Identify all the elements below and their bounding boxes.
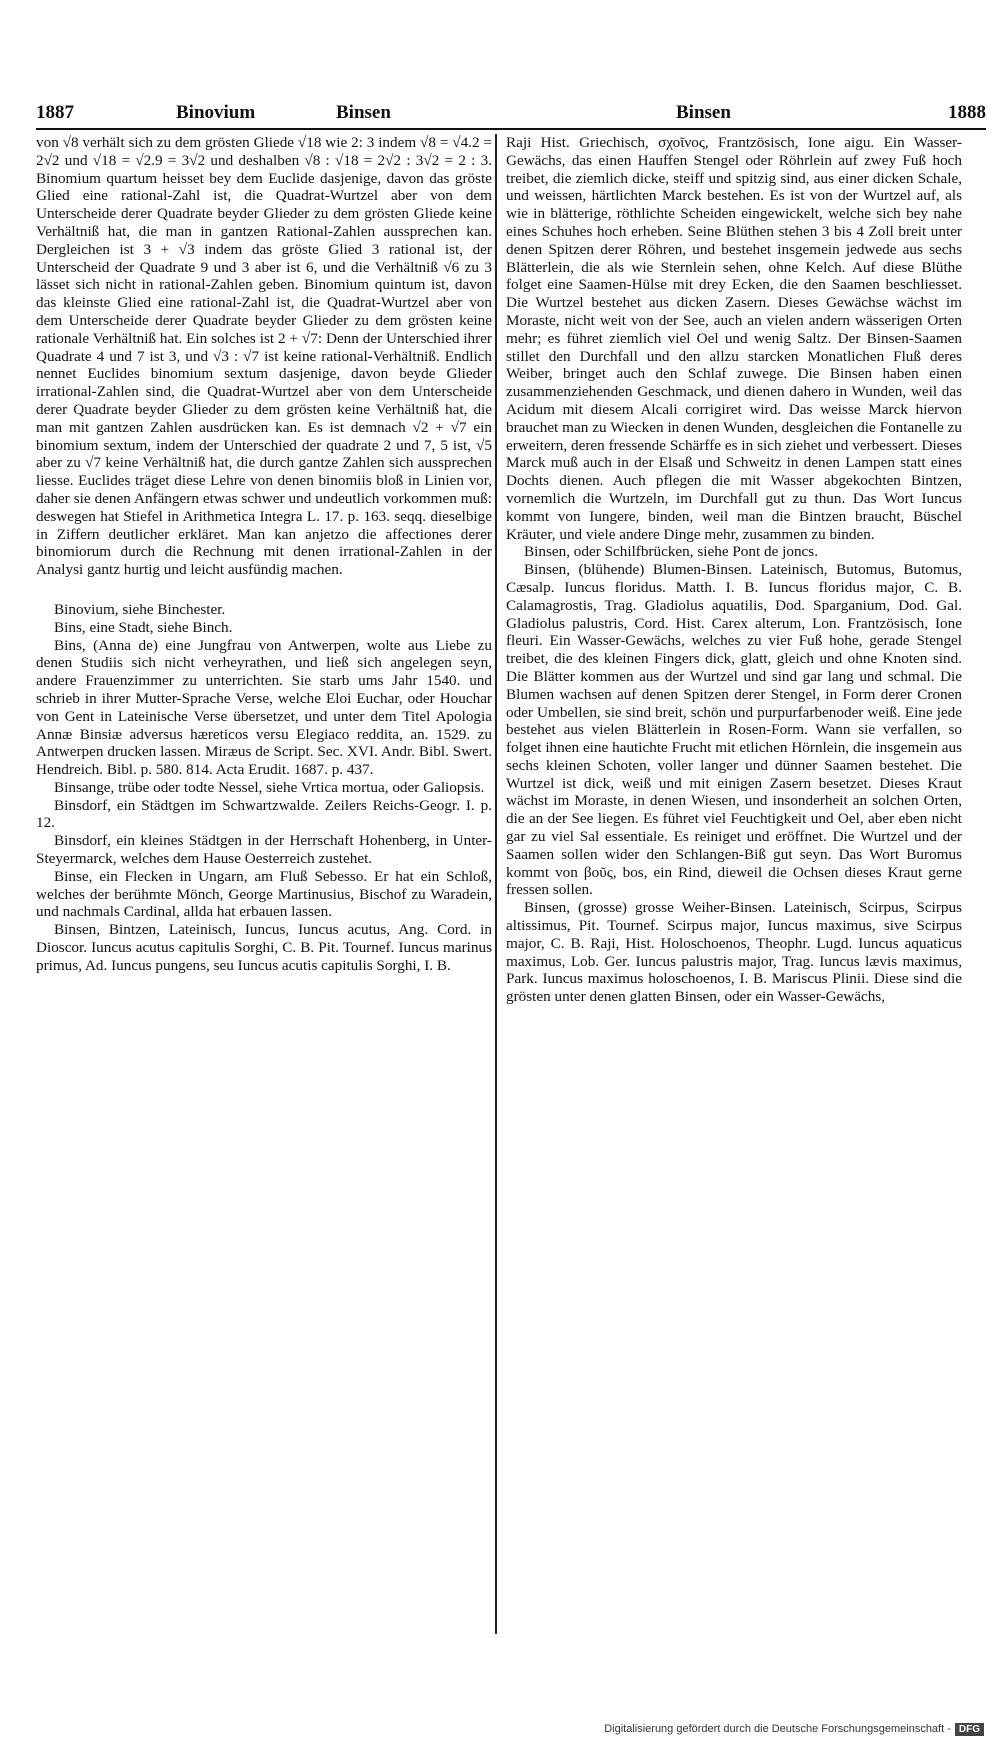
entry-paragraph: Binsen, oder Schilfbrücken, siehe Pont de joncs. [524,543,818,561]
entry-paragraph: Binsdorf, ein kleines Städtgen in der Herrschaft Hohenberg, in Unter-Steyermarck, welches dem Hause Oesterreich zustehet. [36,832,492,868]
entry-paragraph: Binsen, (blühende) Blumen-Binsen. Lateinisch, Butomus, Butomus, Cæsalp. Iuncus floridus. Matth. I. B. Iuncus floridus major, C. B. Calamagrostis, Trag. Gladiolus aquatilis, Dod. Sparganium, Dod. Gal. Gladiolus palustris, Cord. Hist. Carex alterum, Lon. Frantzösisch, Ione fleuri. Ein Wasser-Gewächs, welches zu vier Fuß hohe, gerade Stengel treibet, die des kleinen Fingers dick, glatt, gleich und ohne Knoten sind. Die Blätter kommen aus der Wurtzel und sind gar lang und schmal. Die Blumen wachsen auf denen Spitzen derer Stengel, in Form derer Cronen oder Umbellen, sie sind breit, schön und purpurfarbenoder weiß. Eine jede bestehet aus vielen Blätterlein in Rosen-Form. Wann sie verfallen, so folget ihnen eine hautichte Frucht mit etlichen Hörnlein, die insgemein aus sechs kleinen Schoten, voller langer und dünner Saamen bestehet. Die Wurtzel ist dick, weiß und mit einigen Zasern besetzet. Dieses Kraut wächst im Moraste, in denen Wiesen, und insonderheit an solchen Orten, die an der See liegen. Es führet viel Feuchtigkeit und Oel, aber eben nicht gar zu viel Sal essentiale. Es reiniget und eröffnet. Die Wurtzel und der Saamen sollen wider den Schlangen-Biß gut seyn. Das Wort Buromus kommt von βοῦς, bos, ein Rind, dieweil die Ochsen dieses Kraut gerne fressen sollen. [506,561,962,899]
entry-paragraph: Binsange, trübe oder todte Nessel, siehe Vrtica mortua, oder Galiopsis. [54,778,485,796]
header-keyword-left-2: Binsen [336,102,391,123]
page-header [36,96,986,128]
left-column [36,134,492,975]
entry-paragraph: Bins, eine Stadt, siehe Binch. [54,618,233,636]
header-keyword-right: Binsen [676,102,731,123]
credit-text: Digitalisierung gefördert durch die Deutsche Forschungsgemeinschaft - [604,1723,951,1735]
entry-paragraph: Binsen, Bintzen, Lateinisch, Iuncus, Iuncus acutus, Ang. Cord. in Dioscor. Iuncus acutus capitulis Sorghi, C. B. Pit. Tournef. Iuncus marinus primus, Ad. Iuncus pungens, seu Iuncus acutis capitulis Sorghi, I. B. [36,921,492,974]
page-number-left: 1887 [36,102,74,123]
entry-paragraph: von √8 verhält sich zu dem grösten Gliede √18 wie 2: 3 indem √8 = √4.2 = 2√2 und √18 = √2.9 = 3√2 und deshalben √8 : √18 = 2√2 : 3√2 = 2 : 3. Binomium quartum heisset bey dem Euclide dasjenige, davon das gröste Glied eine rational-Zahl ist, die Quadrat-Wurtzel aber von dem Unterscheide derer Quadrate beyder Glieder zu dem grösten Gliede keine Verhältniß hat, die man in gantzen Rational-Zahlen aussprechen kan. Dergleichen ist 3 + √3 indem das gröste Glied 3 rational ist, der Unterscheid der Quadrate 9 und 3 aber ist 6, und die Verhältniß √6 zu 3 lässet sich nicht in rational-Zahlen geben. Binomium quintum ist, davon das kleinste Glied eine rational-Zahl ist, die Quadrat-Wurtzel aber von dem Unterscheide derer Quadrate beyder Glieder zu dem grösten keine rationale Verhältniß hat. Ein solches ist 2 + √7: Denn der Unterschied ihrer Quadrate 4 und 7 ist 3, und √3 : √7 ist keine rational-Verhältniß. Endlich nennet Euclides binomium sextum dasjenige, davon beyde Glieder irrational-Zahlen sind, die Quadrat-Wurtzel aber von dem Unterscheide derer Quadrate beyder Glieder zu dem grösten keine Verhältniß hat, die man mit gantzen Zahlen ausdrücken kan. Es ist demnach √2 + √7 ein binomium sextum, indem der Unterschied der quadrate 2 und 7, 5 ist, √5 aber zu √7 keine Verhältniß hat, die durch gantze Zahlen sich aussprechen liesse. Euclides träget diese Lehre von denen binomiis bloß in Linien vor, daher sie denen Anfängern etwas schwer und undeutlich vorkommen muß: deswegen hat Stiefel in Arithmetica Integra L. 17. p. 163. seqq. dieselbige in Ziffern deutlicher erkläret. Man kan anjetzo die affectiones derer binomiorum durch die Rechnung mit denen irrational-Zahlen in der Analysi gantz hurtig und leicht ausfündig machen. [36,134,492,579]
header-rule [36,128,986,130]
header-keyword-left: Binovium [176,102,256,123]
right-column [506,134,962,1006]
digitization-credit [604,1723,984,1736]
entry-paragraph: Binse, ein Flecken in Ungarn, am Fluß Sebesso. Er hat ein Schloß, welches der berühmte Mönch, George Martinusius, Bischof zu Waradein, und nachmals Cardinal, allda hat erbauen lassen. [36,867,492,921]
entry-paragraph: Binsdorf, ein Städtgen im Schwartzwalde. Zeilers Reichs-Geogr. I. p. 12. [36,796,492,832]
entry-paragraph: Binsen, (grosse) grosse Weiher-Binsen. Lateinisch, Scirpus, Scirpus altissimus, Pit. Tournef. Scirpus major, Iuncus maximus, sive Scirpus major, C. B. Raji, Hist. Holoschoenos, Theophr. Lugd. Iuncus aquaticus maximus, Lob. Ger. Iuncus palustris major, Trag. Iuncus lævis maximus, Park. Iuncus maximus holoschoenos, I. B. Mariscus Plinii. Diese sind die grösten unter denen glatten Binsen, oder ein Wasser-Gewächs, [506,899,962,1006]
dfg-logo: DFG [955,1723,984,1736]
column-divider [495,134,497,1634]
entry-paragraph: Binovium, siehe Binchester. [54,600,226,618]
entry-paragraph: Raji Hist. Griechisch, σχοῖνος, Frantzösisch, Ione aigu. Ein Wasser-Gewächs, das einen Hauffen Stengel oder Röhrlein auf zwey Fuß hoch treibet, die ziemlich dicke, steiff und spitzig sind, aus einer dicken Schale, und weissen, härtlichten Marck bestehen. Es ist von der Wurtzel auf, als wie in blätterige, röthlichte Scheiden eingewickelt, welche sich bey nahe eines Schuhes hoch erheben. Seine Blüthen stehen 3 bis 4 Zoll breit unter denen Spitzen derer Röhren, und bestehet insgemein jedwede aus sechs Blätterlein, die als wie Sternlein sehen, ohne Kelch. Auf diese Blüthe folget eine Saamen-Hülse mit drey Ecken, die den Saamen beschliesset. Die Wurtzel bestehet aus dicken Zasern. Dieses Gewächse wächst im Moraste, nicht weit von der See, auch an vielen andern wässerigen Orten mehr; es führet ziemlich viel Oel und wenig Saltz. Der Binsen-Saamen stillet den Durchfall und den allzu starcken Monatlichen Fluß deres Weiber, bringet auch den Schlaf zuwege. Die Binsen haben einen zusammenziehenden Geschmack, und dienen dahero in Wunden, weil das Acidum mit diesem Alcali corrigiret wird. Das weisse Marck hiervon brauchet man zu Wiecken in denen Wunden, desgleichen die Fontanelle zu erweitern, deren fressende Schärffe es in sich ziehet und verbessert. Dieses Marck muß auch in der Elsaß und Schweitz in denen Lampen statt eines Dochts dienen. Auch pflegen die mit Wasser abgekochten Bintzen, vornemlich die Wurtzeln, im Durchfall gut zu thun. Das Wort Iuncus kommt von Iungere, binden, weil man die Bintzen braucht, Büschel Kräuter, und viele andere Dinge mehr, zusammen zu binden. [506,134,962,543]
page-number-right: 1888 [948,102,986,123]
entry-paragraph: Bins, (Anna de) eine Jungfrau von Antwerpen, wolte aus Liebe zu denen Studiis sich nicht verheyrathen, und ließ sich angelegen seyn, andere Frauenzimmer zu unterrichten. Sie starb ums Jahr 1540. und schrieb in ihrer Mutter-Sprache Verse, welche Eloi Euchar, oder Houchar von Gent in Lateinische Verse übersetzet, und unter dem Titel Apologia Annæ Binsiæ adversus hæreticos versu Elegiaco reddita, an. 1529. zu Antwerpen drucken lassen. Miræus de Script. Sec. XVI. Andr. Bibl. Swert. Hendreich. Bibl. p. 580. 814. Acta Erudit. 1687. p. 437. [36,636,492,779]
